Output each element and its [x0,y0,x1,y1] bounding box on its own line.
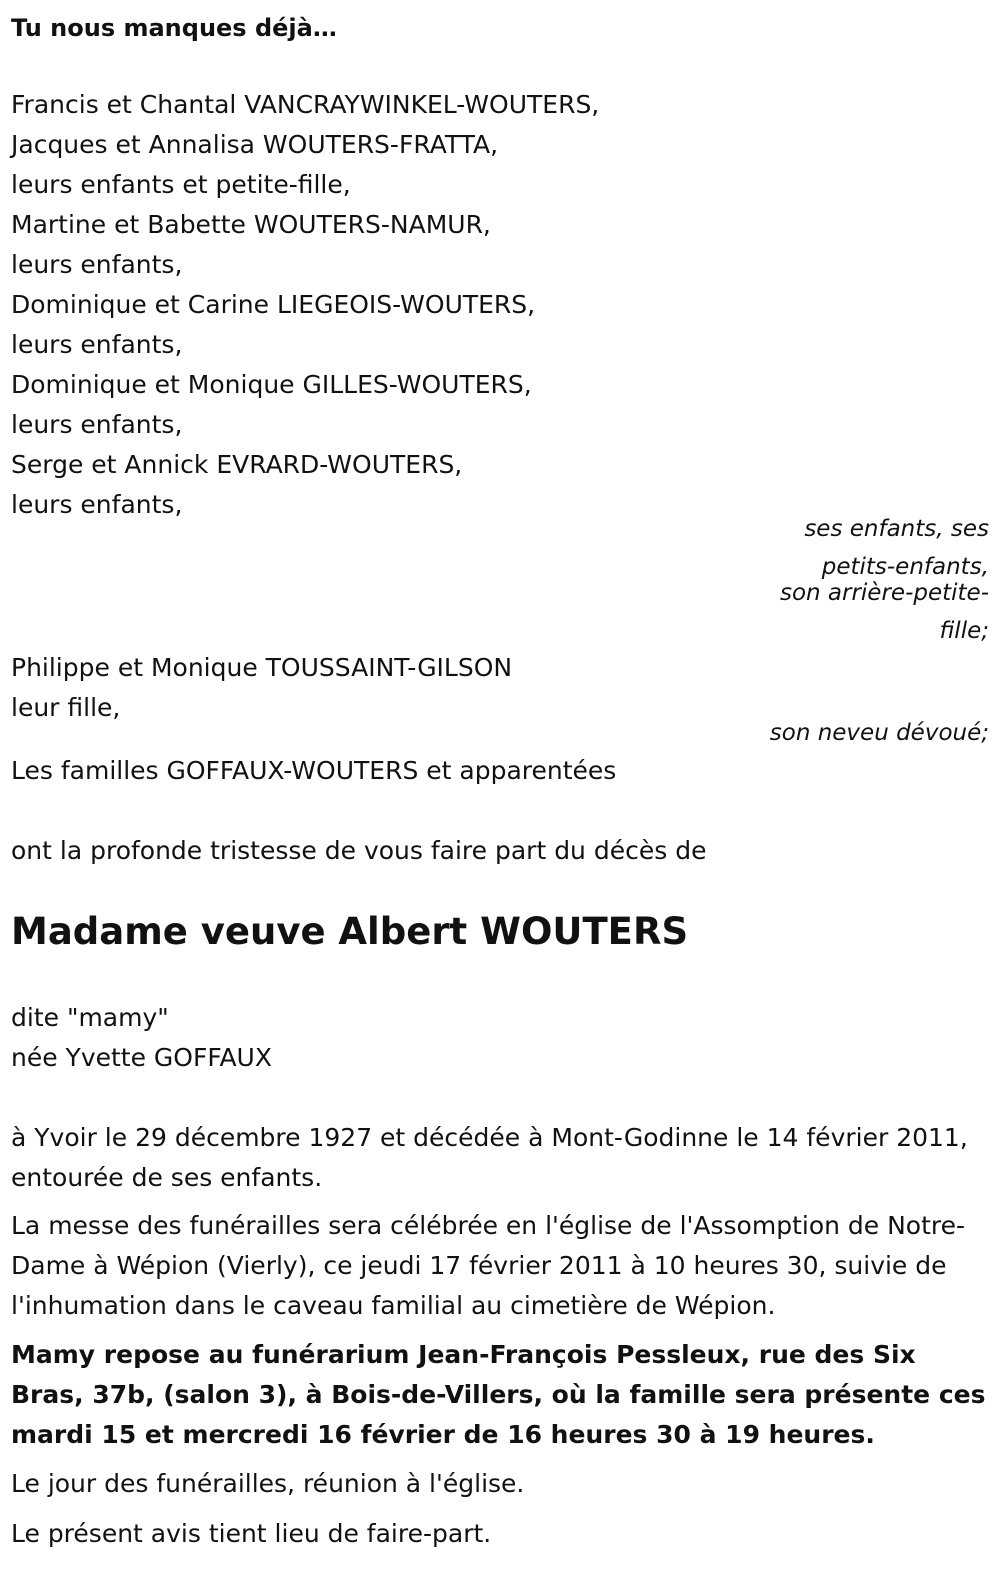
family-line: Dominique et Monique GILLES-WOUTERS, [11,370,532,399]
notice-paragraph: Le présent avis tient lieu de faire-part. [11,1519,492,1548]
announcement: ont la profonde tristesse de vous faire part du décès de [11,836,707,865]
obituary-notice [11,0,989,1575]
family-line: Martine et Babette WOUTERS-NAMUR, [11,210,491,239]
birth-death-paragraph: à Yvoir le 29 décembre 1927 et décédée à Mont-Godinne le 14 février 2011, entourée de ses enfants. [11,1123,968,1192]
family-line: Francis et Chantal VANCRAYWINKEL-WOUTERS, [11,90,600,119]
family-line: Serge et Annick EVRARD-WOUTERS, [11,450,463,479]
family-line: Dominique et Carine LIEGEOIS-WOUTERS, [11,290,536,319]
family-line: Jacques et Annalisa WOUTERS-FRATTA, [11,130,499,159]
family-line: leurs enfants, [11,250,183,279]
family-line: leurs enfants, [11,490,183,519]
heading: Tu nous manques déjà… [11,14,337,42]
family-line: leurs enfants, [11,410,183,439]
family-list [11,85,599,525]
families-line: Les familles GOFFAUX-WOUTERS et apparentées [11,756,617,785]
toussaint-names: Philippe et Monique TOUSSAINT-GILSON [11,653,513,682]
toussaint-daughter: leur fille, [11,693,121,722]
meeting-paragraph: Le jour des funérailles, réunion à l'église. [11,1469,525,1498]
funerarium-paragraph: Mamy repose au funérarium Jean-François Pessleux, rue des Six Bras, 37b, (salon 3), à Bois-de-Villers, où la famille sera présente ces mardi 15 et mercredi 16 février de 16 heures 30 à 19 heures. [11,1340,986,1449]
note-great-grandchild: son arrière-petite-fille; [779,580,989,644]
family-line: leurs enfants et petite-fille, [11,170,351,199]
note-nephew: son neveu dévoué; [769,720,989,746]
family-line: leurs enfants, [11,330,183,359]
mass-paragraph: La messe des funérailles sera célébrée en l'église de l'Assomption de Notre-Dame à Wépion (Vierly), ce jeudi 17 février 2011 à 10 heures 30, suivie de l'inhumation dans le caveau familial au cimetière de Wépion. [11,1211,966,1320]
deceased-nickname: dite "mamy" [11,1003,169,1032]
note-grandchildren: ses enfants, ses petits-enfants, [804,516,989,580]
deceased-name: Madame veuve Albert WOUTERS [11,910,689,953]
deceased-born-name: née Yvette GOFFAUX [11,1043,272,1072]
